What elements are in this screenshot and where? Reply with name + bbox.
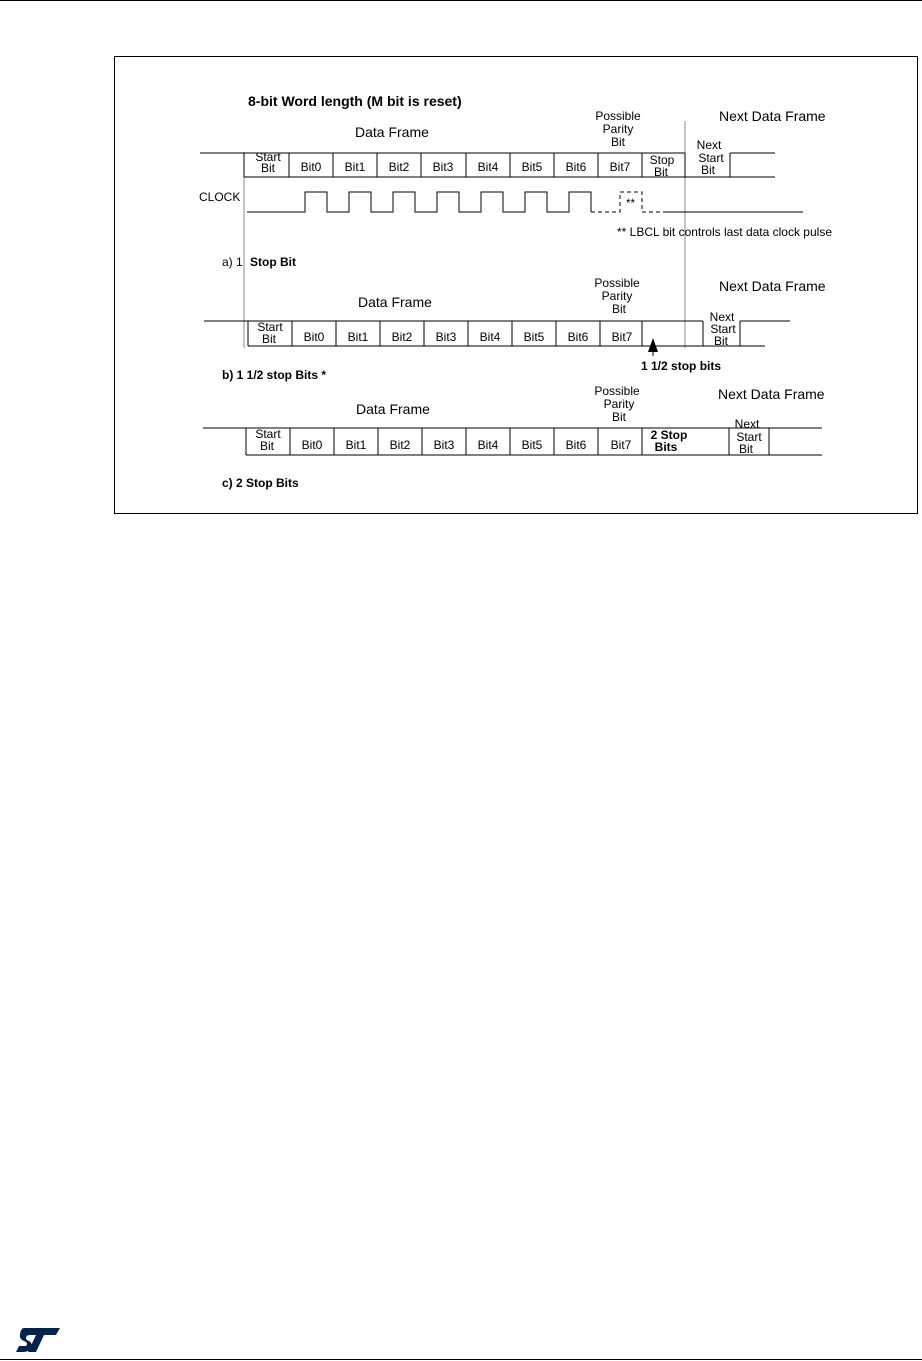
row-c-start-line2: Bit [259,439,275,453]
row-b-bit0: Bit0 [303,330,325,344]
stop-bits-arrow-head [648,338,658,352]
row-b-next-start-line2: Start [710,322,736,336]
row-a-caption-rest: Stop Bit [250,255,296,269]
clock-label: CLOCK [199,190,241,204]
row-a-parity-line1: Possible [595,109,641,123]
row-c-bit2: Bit2 [389,438,411,452]
row-a-bit4: Bit4 [477,160,499,174]
row-a-parity-line3: Bit [610,135,626,149]
row-a-stop-line2: Bit [653,165,669,179]
row-a-bit3: Bit3 [432,160,454,174]
clock-waveform [247,192,803,212]
row-c-bit7: Bit7 [610,438,632,452]
row-c-next-start-line1: Next [734,417,760,431]
row-c-parity-line1: Possible [594,384,640,398]
row-c-stop-line2: Bits [654,440,678,454]
row-b-bit2: Bit2 [391,330,413,344]
row-b-parity-line3: Bit [611,302,627,316]
row-b-next-data-frame-label: Next Data Frame [719,278,826,294]
row-a-caption-prefix: a) 1 [222,255,243,269]
row-c-next-start-line3: Bit [738,442,754,456]
row-b-stop-bits-label: 1 1/2 stop bits [641,359,722,373]
row-b-bit1: Bit1 [347,330,369,344]
row-b-next-start-line3: Bit [713,334,729,348]
page-bottom-rule [0,1359,922,1360]
row-c-bit5: Bit5 [521,438,543,452]
row-a-next-start-line2: Start [698,151,724,165]
row-b-start-line2: Bit [261,332,277,346]
row-c-bit4: Bit4 [477,438,499,452]
row-b-bit3: Bit3 [435,330,457,344]
row-c-parity-line2: Parity [603,397,635,411]
row-a-next-data-frame-label: Next Data Frame [719,108,826,124]
row-a-next-start-line3: Bit [700,163,716,177]
row-a-bit0: Bit0 [300,160,322,174]
row-c-bit3: Bit3 [433,438,455,452]
clock-last-pulse-marker: ** [626,198,635,210]
row-b-bit5: Bit5 [523,330,545,344]
row-a-start-line1: Start [255,150,281,164]
row-a-bit7: Bit7 [609,160,631,174]
row-c-waveform [203,428,822,455]
row-a-start-line2: Bit [260,161,276,175]
clock-lbcl-note: ** LBCL bit controls last data clock pulse [617,225,832,239]
row-b-bit6: Bit6 [567,330,589,344]
row-a-bit2: Bit2 [388,160,410,174]
row-b-start-line1: Start [257,320,283,334]
row-a-bit6: Bit6 [565,160,587,174]
row-b-next-start-line1: Next [709,310,735,324]
row-c-next-data-frame-label: Next Data Frame [718,386,825,402]
row-b-parity-line2: Parity [601,289,633,303]
row-a-bit5: Bit5 [521,160,543,174]
row-a-data-frame-label: Data Frame [355,124,429,140]
row-b-data-frame-label: Data Frame [358,294,432,310]
row-a-stop-line1: Stop [649,153,675,167]
row-c-parity-line3: Bit [611,410,627,424]
row-c-bit0: Bit0 [301,438,323,452]
row-c-caption: c) 2 Stop Bits [222,476,299,490]
st-logo-icon [14,1325,62,1355]
row-a-bit1: Bit1 [344,160,366,174]
usart-frame-diagram [0,0,922,560]
row-c-start-line1: Start [255,427,281,441]
row-b-caption: b) 1 1/2 stop Bits * [222,368,327,382]
row-c-next-start-line2: Start [736,430,762,444]
row-a-next-start-line1: Next [696,138,722,152]
row-a-parity-line2: Parity [602,122,634,136]
row-b-parity-line1: Possible [594,276,640,290]
row-c-bit1: Bit1 [345,438,367,452]
row-c-data-frame-label: Data Frame [356,401,430,417]
row-b-bit7: Bit7 [611,330,633,344]
row-c-stop-line1: 2 Stop [650,428,688,442]
diagram-title: 8-bit Word length (M bit is reset) [248,93,462,109]
row-b-bit4: Bit4 [479,330,501,344]
row-c-bit6: Bit6 [565,438,587,452]
